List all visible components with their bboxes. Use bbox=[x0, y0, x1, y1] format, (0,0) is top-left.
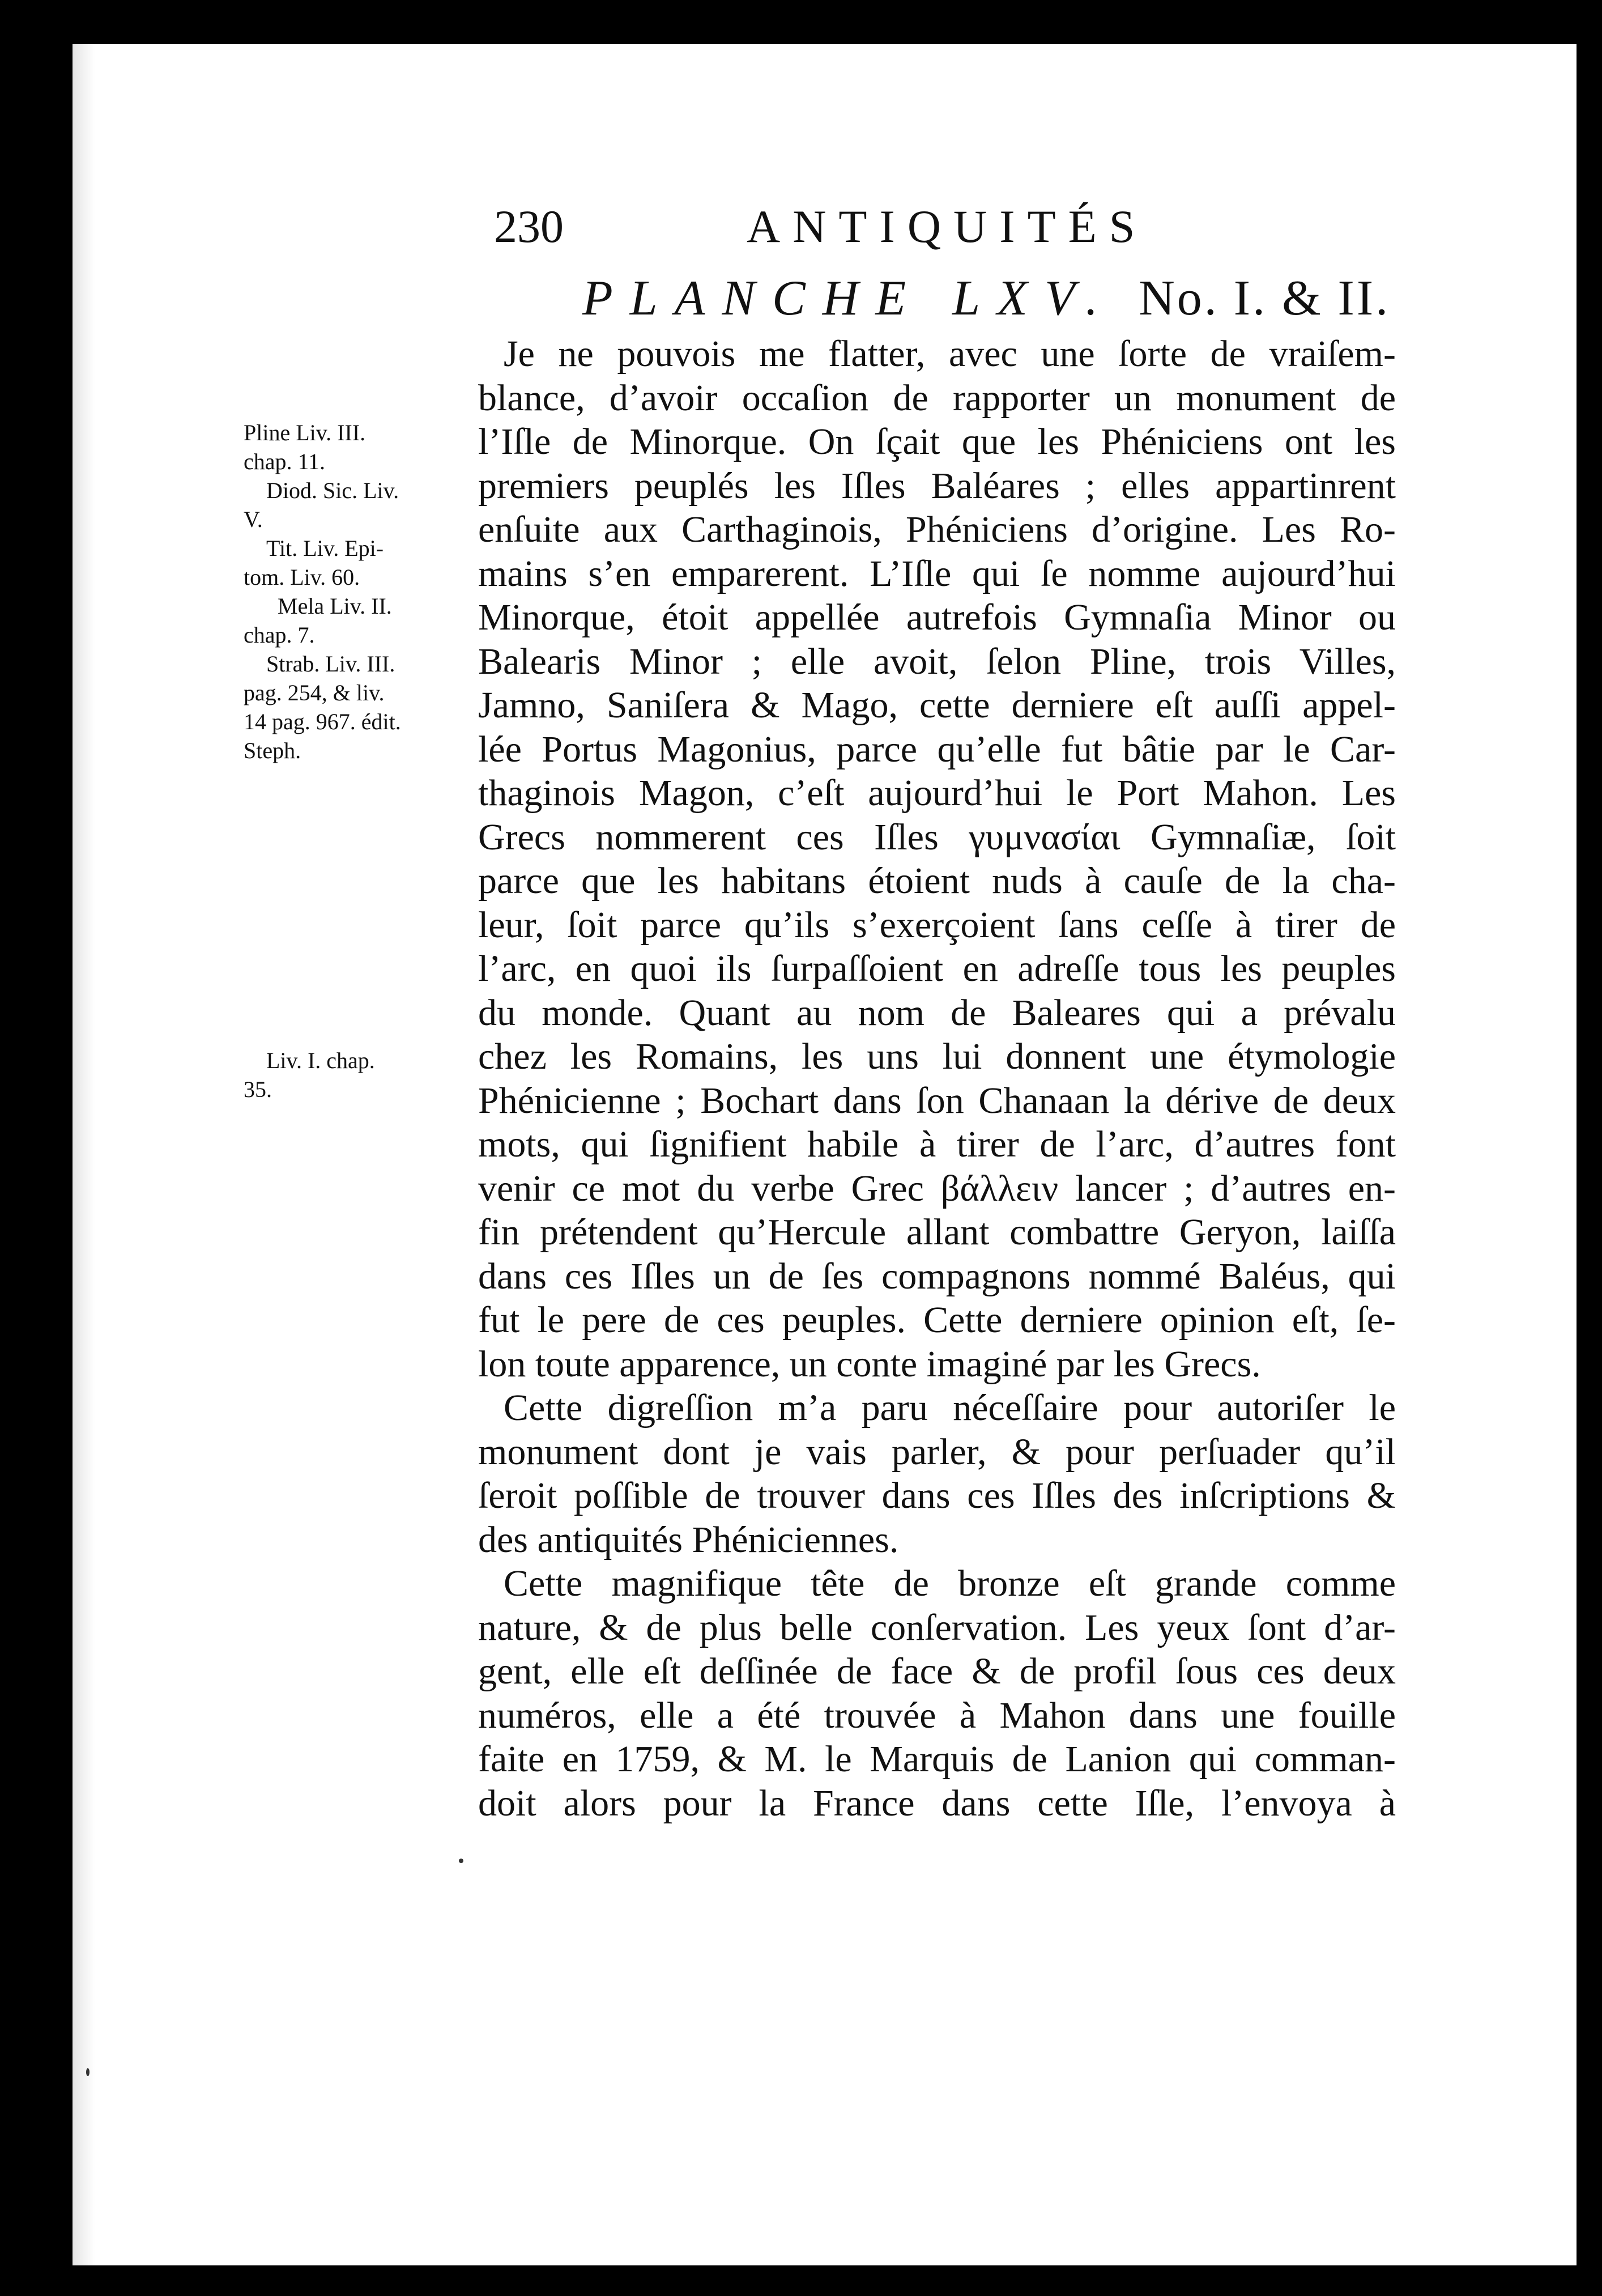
text-line: ſeroit poſſible de trouver dans ces Iſles des inſcriptions & bbox=[478, 1475, 1396, 1516]
running-title: ANTIQUITÉS bbox=[747, 201, 1148, 252]
text-line: fut le pere de ces peuples. Cette derniere opinion eſt, ſe- bbox=[478, 1299, 1396, 1341]
margin-note-line: chap. 7. bbox=[244, 622, 315, 648]
plate-title: PLANCHE LXV. bbox=[582, 271, 1115, 326]
text-line: Cette magnifique tête de bronze eſt grande comme bbox=[504, 1563, 1396, 1604]
text-line: Minorque, étoit appellée autrefois Gymnaſia Minor ou bbox=[478, 597, 1396, 638]
text-line: premiers peuplés les Iſles Baléares ; elles appartinrent bbox=[478, 465, 1396, 507]
text-line: mots, qui ſignifient habile à tirer de l’arc, d’autres font bbox=[478, 1124, 1396, 1165]
text-line: lon toute apparence, un conte imaginé par les Grecs. bbox=[478, 1343, 1261, 1385]
margin-note-line: 35. bbox=[244, 1077, 272, 1102]
margin-note-line: Tit. Liv. Epi- bbox=[266, 535, 384, 561]
text-line: Cette digreſſion m’a paru néceſſaire pour autoriſer le bbox=[504, 1387, 1396, 1428]
text-line: Phénicienne ; Bochart dans ſon Chanaan la dérive de deux bbox=[478, 1079, 1396, 1121]
margin-note bbox=[244, 649, 467, 765]
margin-note bbox=[244, 418, 467, 534]
text-line: thaginois Magon, c’eſt aujourd’hui le Port Mahon. Les bbox=[478, 772, 1396, 814]
margin-note-line: tom. Liv. 60. bbox=[244, 564, 360, 590]
text-line: leur, ſoit parce qu’ils s’exerçoient ſans ceſſe à tirer de bbox=[478, 904, 1396, 946]
margin-note-line: Diod. Sic. Liv. bbox=[266, 478, 399, 503]
text-line: parce que les habitans étoient nuds à cauſe de la cha- bbox=[478, 860, 1396, 902]
text-line: Grecs nommerent ces Iſles γυμνασίαι Gymnaſiæ, ſoit bbox=[478, 816, 1396, 858]
text-line: chez les Romains, les uns lui donnent une étymologie bbox=[478, 1036, 1396, 1077]
margin-note-line: Liv. I. chap. bbox=[266, 1048, 375, 1073]
text-line: du monde. Quant au nom de Baleares qui a prévalu bbox=[478, 992, 1396, 1034]
body-text bbox=[478, 332, 1396, 1825]
margin-note-line: V. bbox=[244, 507, 263, 532]
margin-note-line: Pline Liv. III. bbox=[244, 420, 366, 445]
plate-numbers: No. I. & II. bbox=[1139, 271, 1391, 326]
text-line: venir ce mot du verbe Grec βάλλειν lancer ; d’autres en- bbox=[478, 1167, 1396, 1209]
margin-note bbox=[244, 534, 467, 649]
text-line: nature, & de plus belle conſervation. Les yeux ſont d’ar- bbox=[478, 1606, 1396, 1648]
text-line: enſuite aux Carthaginois, Phéniciens d’origine. Les Ro- bbox=[478, 509, 1396, 550]
text-line: Jamno, Saniſera & Mago, cette derniere eſt auſſi appel- bbox=[478, 684, 1396, 726]
text-line: mains s’en emparerent. L’Iſle qui ſe nomme aujourd’hui bbox=[478, 552, 1396, 594]
scan-speck bbox=[459, 1859, 463, 1863]
text-line: des antiquités Phéniciennes. bbox=[478, 1519, 899, 1561]
text-line: monument dont je vais parler, & pour perſuader qu’il bbox=[478, 1431, 1396, 1473]
text-line: faite en 1759, & M. le Marquis de Lanion qui comman- bbox=[478, 1738, 1396, 1780]
scan-speck bbox=[86, 2068, 90, 2076]
text-line: fin prétendent qu’Hercule allant combattre Geryon, laiſſa bbox=[478, 1211, 1396, 1253]
text-line: gent, elle eſt deſſinée de face & de profil ſous ces deux bbox=[478, 1651, 1396, 1692]
text-line: lée Portus Magonius, parce qu’elle fut bâtie par le Car- bbox=[478, 728, 1396, 770]
text-line: Je ne pouvois me flatter, avec une ſorte de vraiſem- bbox=[504, 333, 1396, 375]
text-line: dans ces Iſles un de ſes compagnons nommé Baléus, qui bbox=[478, 1255, 1396, 1297]
plate-heading bbox=[582, 267, 1391, 330]
margin-note-line: Mela Liv. II. bbox=[278, 593, 392, 619]
text-line: Balearis Minor ; elle avoit, ſelon Pline, trois Villes, bbox=[478, 640, 1396, 682]
margin-note-line: Strab. Liv. III. bbox=[266, 651, 395, 677]
margin-note-line: 14 pag. 967. édit. bbox=[244, 709, 401, 734]
margin-note-line: Steph. bbox=[244, 738, 301, 763]
margin-note bbox=[244, 1046, 467, 1104]
text-line: doit alors pour la France dans cette Iſle, l’envoya à bbox=[478, 1782, 1396, 1824]
text-line: blance, d’avoir occaſion de rapporter un monument de bbox=[478, 377, 1396, 419]
text-line: l’Iſle de Minorque. On ſçait que les Phéniciens ont les bbox=[478, 421, 1396, 462]
page-edge-shadow bbox=[73, 44, 95, 2265]
text-line: numéros, elle a été trouvée à Mahon dans une fouille bbox=[478, 1694, 1396, 1736]
page-number: 230 bbox=[494, 201, 564, 252]
text-line: l’arc, en quoi ils ſurpaſſoient en adreſſe tous les peuples bbox=[478, 948, 1396, 989]
margin-note-line: pag. 254, & liv. bbox=[244, 680, 385, 705]
margin-note-line: chap. 11. bbox=[244, 449, 326, 474]
